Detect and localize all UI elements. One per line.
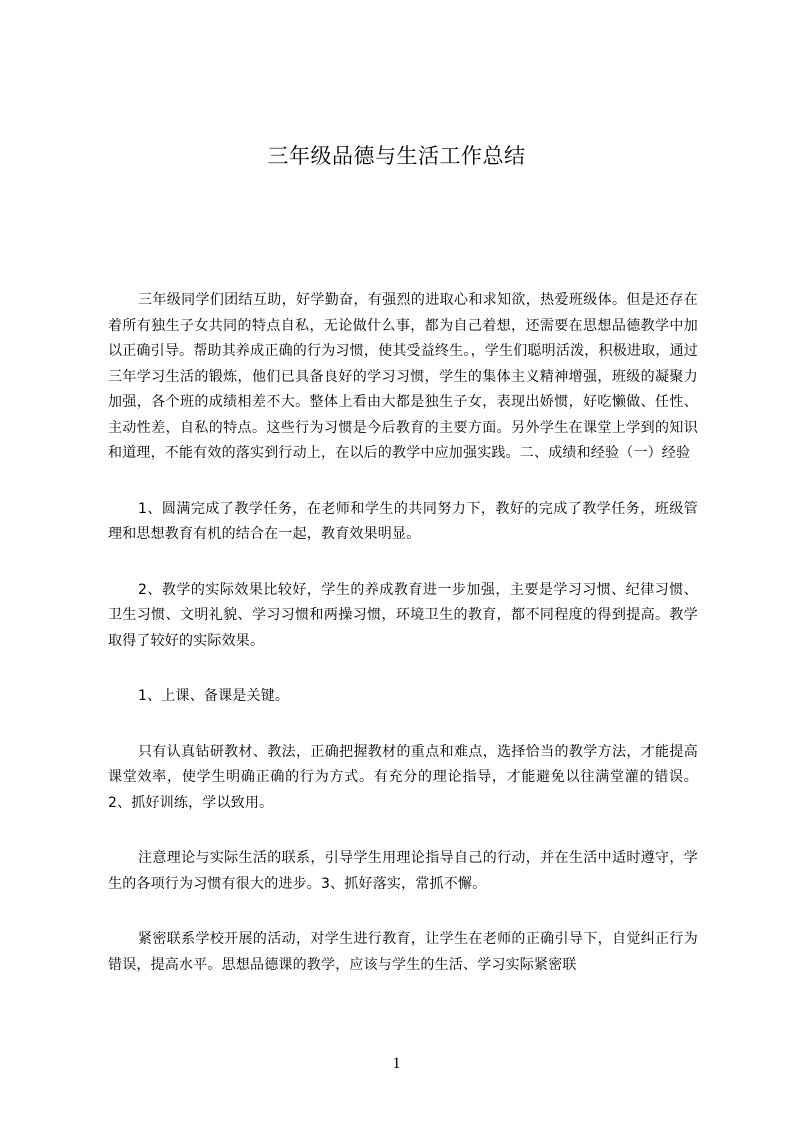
paragraph-school-activities: 紧密联系学校开展的活动，对学生进行教育，让学生在老师的正确引导下，自觉纠正行为错误，提高水平。思想品德课的教学，应该与学生的生活、学习实际紧密联 <box>108 931 698 973</box>
paragraph-study-materials: 只有认真钻研教材、教法，正确把握教材的重点和难点，选择恰当的教学方法，才能提高课堂效率，使学生明确正确的行为方式。有充分的理论指导，才能避免以往满堂灌的错误。2、抓好训练，学以致用。 <box>108 743 698 811</box>
paragraph-task-completion: 1、圆满完成了教学任务，在老师和学生的共同努力下，教好的完成了教学任务，班级管理和思想教育有机的结合在一起，教育效果明显。 <box>108 500 698 542</box>
paragraph-intro: 三年级同学们团结互助，好学勤奋，有强烈的进取心和求知欲，热爱班级体。但是还存在着所有独生子女共同的特点自私，无论做什么事，都为自己着想，还需要在思想品德教学中加以正确引导。帮助其养成正确的行为习惯，使其受益终生。，学生们聪明活泼，积极进取，通过三年学习生活的锻炼，他们已具备良好的学习习惯，学生的集体主义精神增强，班级的凝聚力加强，各个班的成绩相差不大。整体上看由大都是独生子女，表现出娇惯，好吃懒做、任性、主动性差，自私的特点。这些行为习惯是今后教育的主要方面。另外学生在课堂上学到的知识和道理，不能有效的落实到行动上，在以后的教学中应加强实践。二、成绩和经验（一）经验 <box>108 292 698 461</box>
paragraph-spacer <box>108 654 698 684</box>
paragraph-teaching-effect: 2、教学的实际效果比较好，学生的养成教育进一步加强，主要是学习习惯、纪律习惯、卫生习惯、文明礼貌、学习习惯和两操习惯，环境卫生的教育，都不同程度的得到提高。教学取得了较好的实际效果。 <box>108 581 698 649</box>
page-number: 1 <box>392 1055 401 1072</box>
document-title: 三年级品德与生活工作总结 <box>267 144 526 168</box>
document-body <box>108 288 698 978</box>
paragraph-spacer <box>108 548 698 578</box>
paragraph-spacer <box>108 467 698 497</box>
paragraph-spacer <box>108 816 698 846</box>
paragraph-spacer <box>108 897 698 927</box>
paragraph-theory-practice: 注意理论与实际生活的联系，引导学生用理论指导自己的行动，并在生活中适时遵守，学生的各项行为习惯有很大的进步。3、抓好落实，常抓不懈。 <box>108 850 698 892</box>
paragraph-lesson-prep: 1、上课、备课是关键。 <box>138 688 290 704</box>
paragraph-spacer <box>108 710 698 740</box>
